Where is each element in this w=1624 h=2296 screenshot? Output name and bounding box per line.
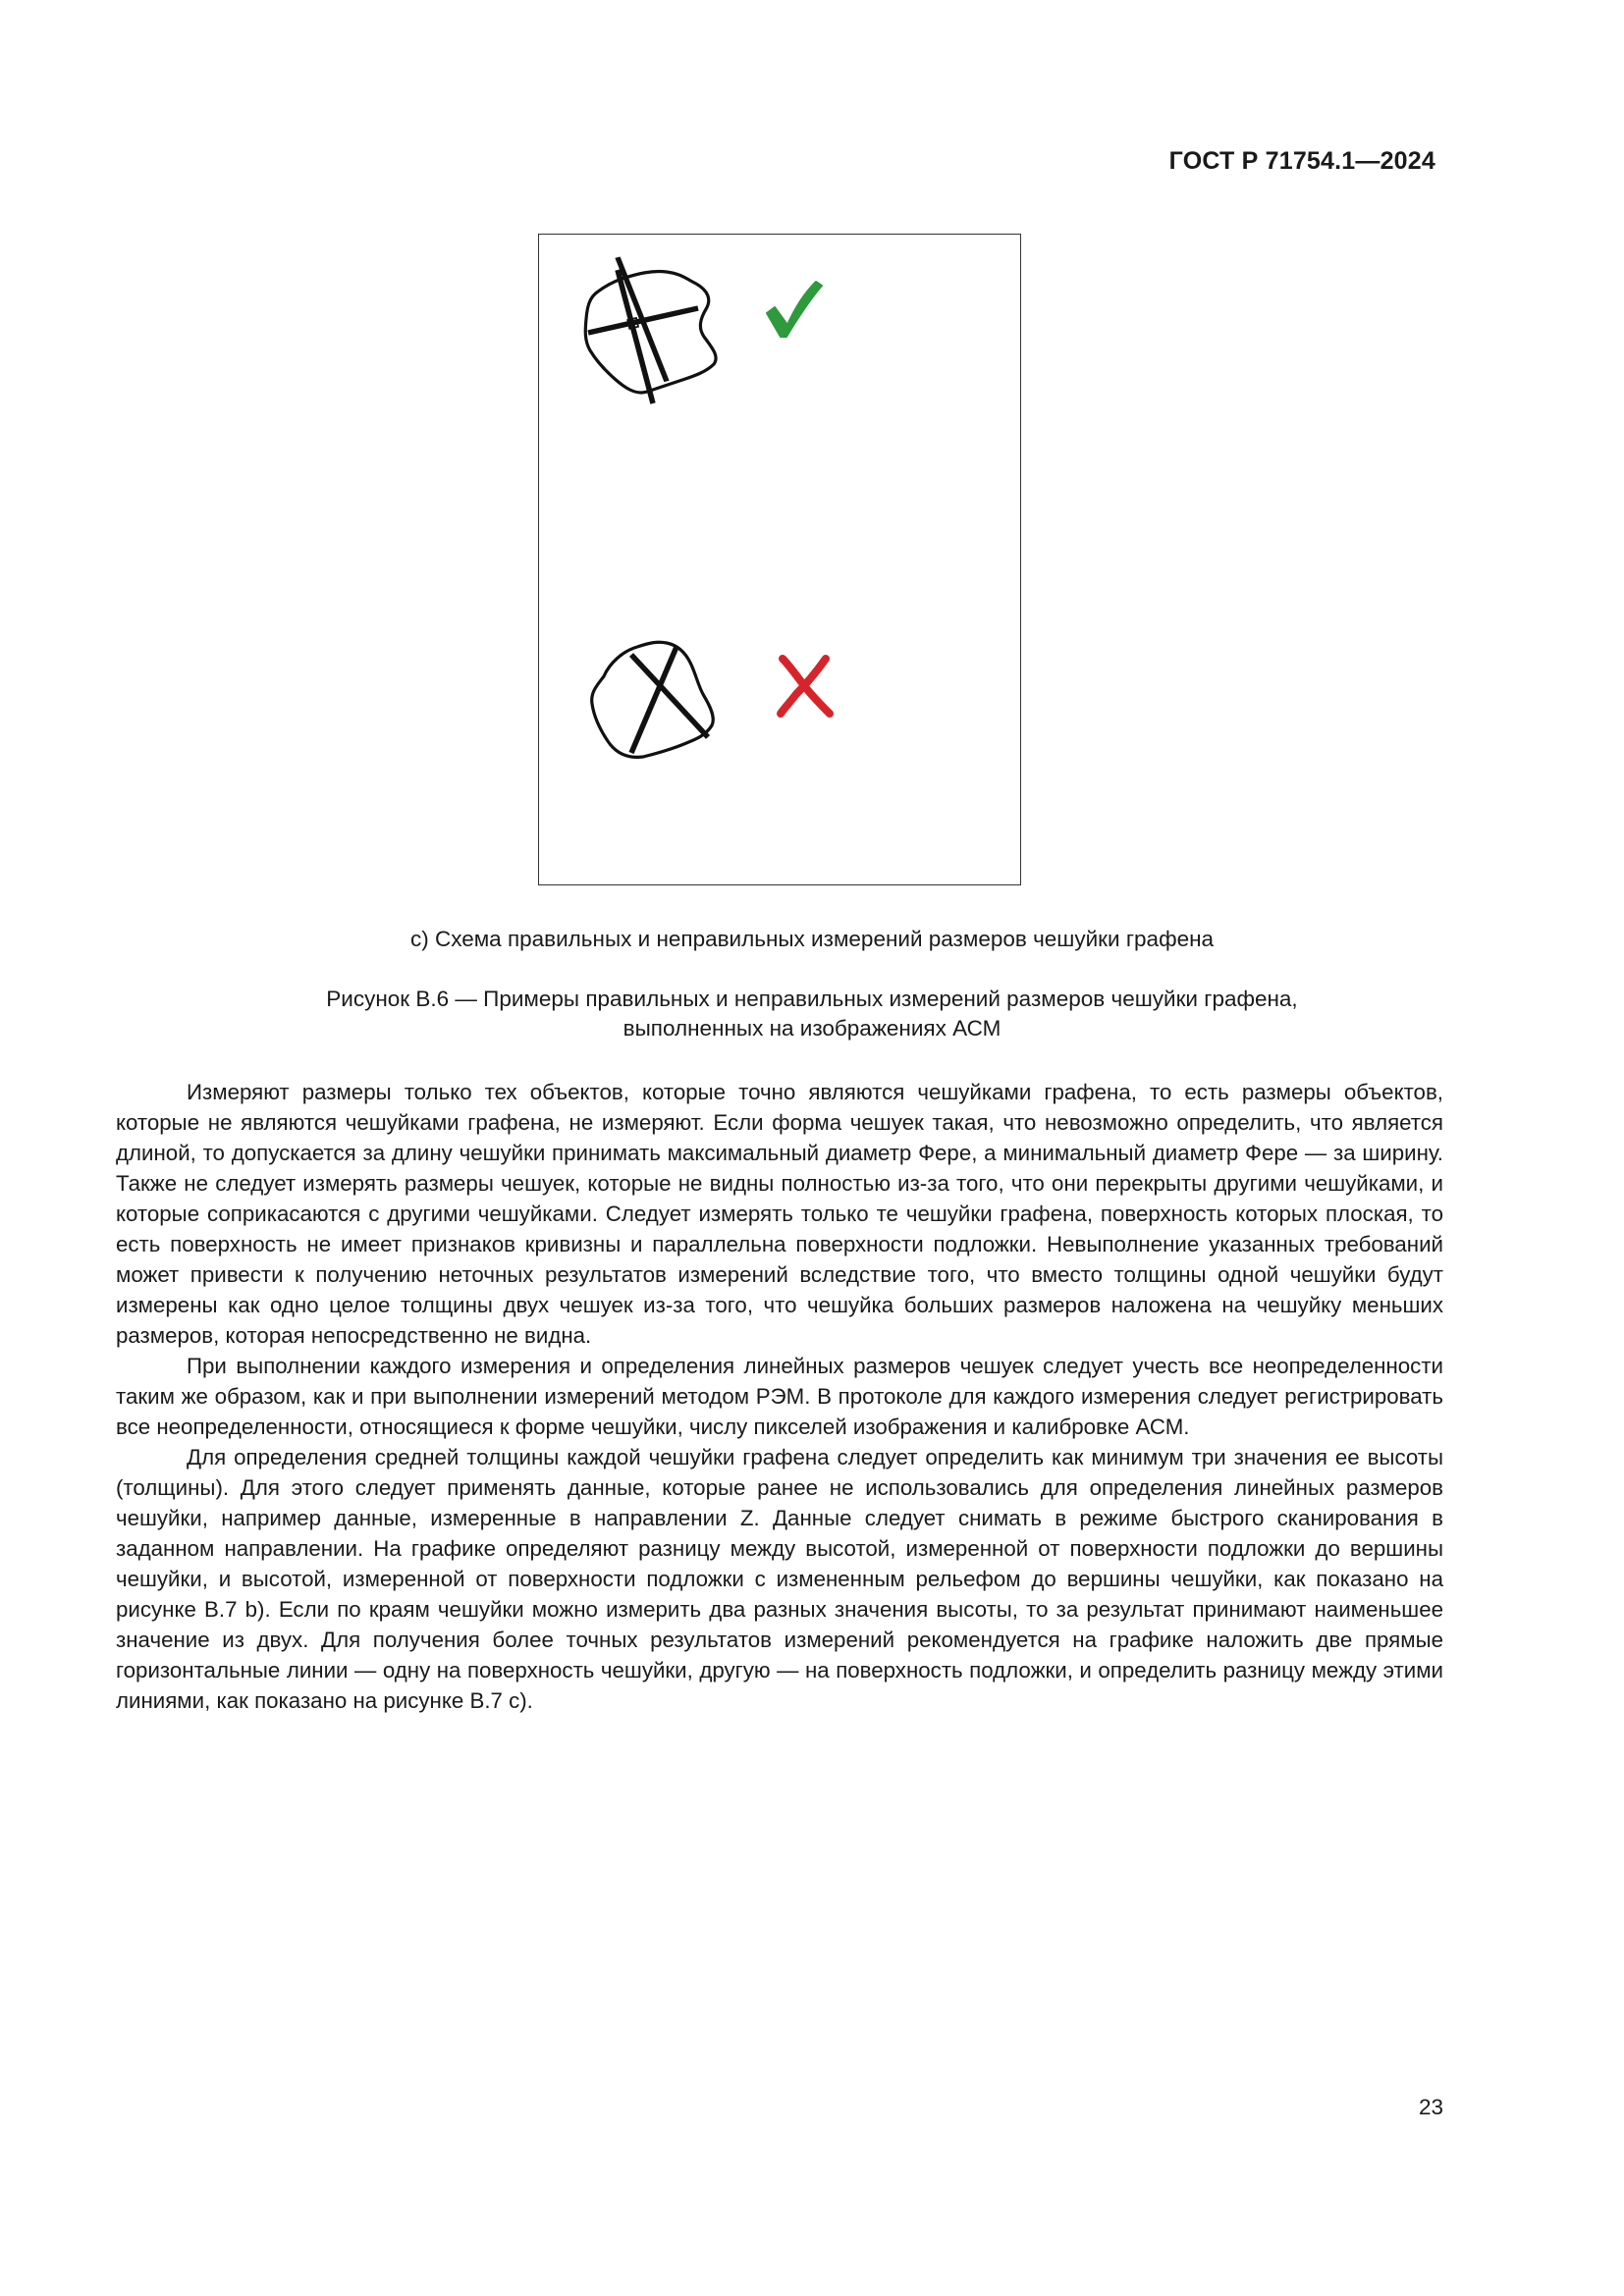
flake-correct <box>585 257 716 403</box>
figure-caption-line-1: Рисунок В.6 — Примеры правильных и неправильных измерений размеров чешуйки графена, <box>326 987 1298 1011</box>
cross-icon <box>781 659 830 714</box>
page-number: 23 <box>1418 2095 1443 2119</box>
figure-illustration <box>539 235 1022 886</box>
paragraph: При выполнении каждого измерения и определения линейных размеров чешуек следует учесть все неопределенности таким же образом, как и при выполнении измерений методом РЭМ. В протоколе для каждого измерения следует регистрировать все неопределенности, относящиеся к форме чешуйки, числу пикселей изображения и калибровке АСМ. <box>116 1354 1443 1439</box>
check-icon <box>767 282 822 337</box>
flake-incorrect <box>592 642 714 757</box>
figure-caption <box>0 985 1624 1043</box>
figure-caption-line-2: выполненных на изображениях АСМ <box>623 1016 1001 1041</box>
document-id: ГОСТ Р 71754.1—2024 <box>1168 147 1435 175</box>
width-line <box>588 308 698 333</box>
paragraph: Для определения средней толщины каждой чешуйки графена следует определить как минимум три значения ее высоты (толщины). Для этого следует применять данные, которые ранее не использовались для определения линейных размеров чешуйки, например данные, измеренные в направлении Z. Данные следует снимать в режиме быстрого сканирования в заданном направлении. На графике определяют разницу между высотой, измеренной от поверхности подложки до вершины чешуйки, и высотой, измеренной от поверхности подложки с измененным рельефом до вершины чешуйки, как показано на рисунке В.7 b). Если по краям чешуйки можно измерить два разных значения высоты, то за результат принимают наименьшее значение из двух. Для получения более точных результатов измерений рекомендуется на графике наложить две прямые горизонтальные линии — одну на поверхность чешуйки, другую — на поверхность подложки, и определить разницу между этими линиями, как показано на рисунке В.7 c). <box>116 1445 1443 1713</box>
figure-frame <box>538 234 1021 885</box>
figure-subcaption: c) Схема правильных и неправильных измерений размеров чешуйки графена <box>409 927 1215 951</box>
body-text <box>116 1077 1443 1716</box>
paragraph: Измеряют размеры только тех объектов, которые точно являются чешуйками графена, то есть размеры объектов, которые не являются чешуйками графена, не измеряют. Если форма чешуек такая, что невозможно определить, что является длиной, то допускается за длину чешуйки принимать максимальный диаметр Фере, а минимальный диаметр Фере — за ширину. Также не следует измерять размеры чешуек, которые не видны полностью из-за того, что они перекрыты другими чешуйками, и которые соприкасаются с другими чешуйками. Следует измерять только те чешуйки графена, поверхность которых плоская, то есть поверхность не имеет признаков кривизны и параллельна поверхности подложки. Невыполнение указанных требований может привести к получению неточных результатов измерений вследствие того, что вместо толщины одной чешуйки будут измерены как одно целое толщины двух чешуек из-за того, что чешуйка больших размеров наложена на чешуйку меньших размеров, которая непосредственно не видна. <box>116 1080 1443 1348</box>
